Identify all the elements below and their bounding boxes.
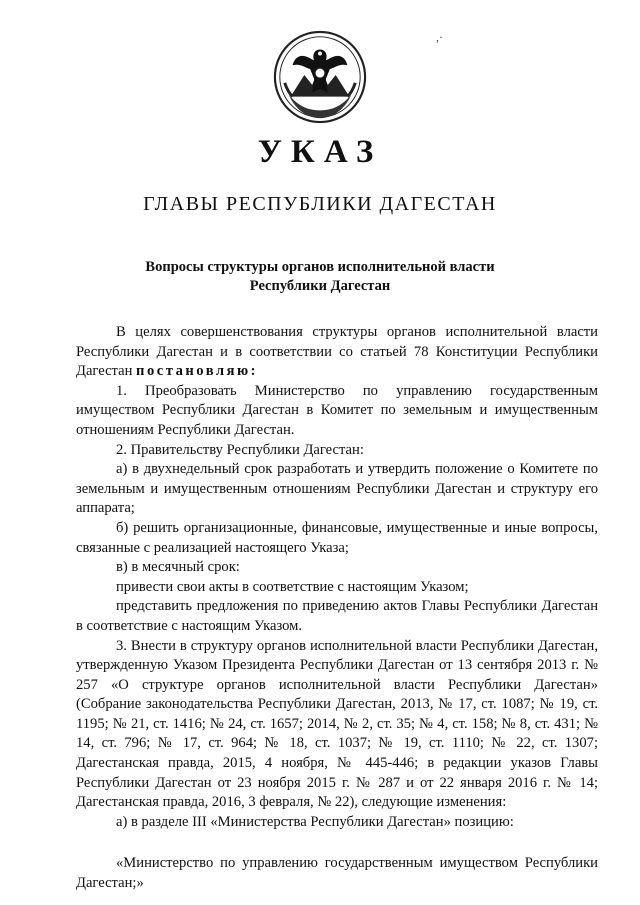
document-title: УКАЗ xyxy=(257,134,383,170)
decree-word: постановляю: xyxy=(136,363,258,380)
document-body xyxy=(76,323,598,894)
dagestan-coat-of-arms-icon xyxy=(271,28,369,126)
paragraph-1: 1. Преобразовать Министерство по управлению государственным имуществом Республики Дагестан в Комитет по земельным и имущественным отношениям Республики Дагестан. xyxy=(76,382,598,438)
paragraph-3a: а) в разделе III «Министерства Республики Дагестан» позицию: xyxy=(116,813,514,830)
preamble-text: В целях совершенствования структуры органов исполнительной власти Республики Дагестан и в соответствии со статьей 78 Конституции Республики Дагестан xyxy=(76,324,598,380)
heading-line-1: Вопросы структуры органов исполнительной власти xyxy=(145,259,495,275)
heading-line-2: Республики Дагестан xyxy=(249,278,391,294)
paragraph-2b: б) решить организационные, финансовые, имущественные и иные вопросы, связанные с реализацией настоящего Указа; xyxy=(76,519,598,556)
paragraph-2c: в) в месячный срок: xyxy=(116,559,240,576)
document-subtitle: ГЛАВЫ РЕСПУБЛИКИ ДАГЕСТАН xyxy=(143,193,497,215)
paragraph-3: 3. Внести в структуру органов исполнительной власти Республики Дагестан, утвержденную Указом Президента Республики Дагестан от 13 сентября 2013 г. № 257 «О структуре органов исполнительной власти Республики Дагестан» (Собрание законодательства Республики Дагестан, 2013, № 17, ст. 1087; № 19, ст. 1195; № 21, ст. 1416; № 24, ст. 1657; 2014, № 2, ст. 35; № 4, ст. 158; № 8, ст. 431; № 14, ст. 796; № 17, ст. 964; № 18, ст. 1037; № 19, ст. 1110; № 22, ст. 1307; Дагестанская правда, 2015, 4 ноября, № 445-446; в редакции указов Главы Республики Дагестан от 23 ноября 2015 г. № 287 и от 22 января 2016 г. № 14; Дагестанская правда, 2016, 3 февраля, № 22), следующие изменения: xyxy=(76,637,598,811)
paragraph-2c-item-2: представить предложения по приведению актов Главы Республики Дагестан в соответствие с настоящим Указом. xyxy=(76,598,598,634)
document-heading xyxy=(0,258,640,296)
scan-speck: ,· xyxy=(436,30,443,44)
paragraph-2c-item-1: привести свои акты в соответствие с настоящим Указом; xyxy=(116,578,469,595)
paragraph-2a: а) в двухнедельный срок разработать и утвердить положение о Комитете по земельным и имущественным отношениям Республики Дагестан и структуру его аппарата; xyxy=(76,461,598,517)
paragraph-quoted-position: «Министерство по управлению государственным имуществом Республики Дагестан;» xyxy=(76,855,598,892)
paragraph-preamble xyxy=(76,323,598,382)
paragraph-2: 2. Правительству Республики Дагестан: xyxy=(116,441,364,458)
